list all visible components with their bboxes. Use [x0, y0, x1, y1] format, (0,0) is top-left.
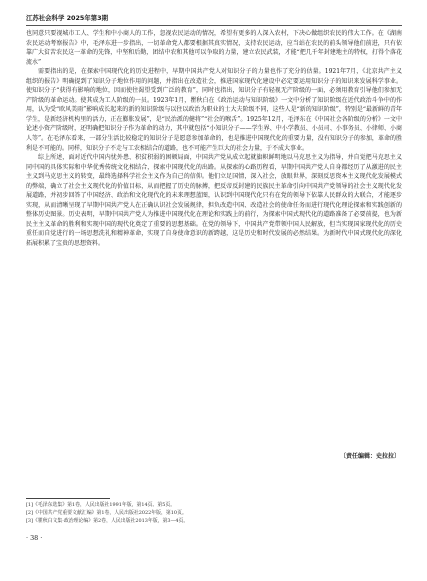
- footnotes: [26, 501, 402, 525]
- journal-title: 江苏社会科学 2025年第3期: [26, 14, 108, 22]
- footnote: [2]《中国共产党重要文献汇编》第1卷，人民出版社2022年版，第10页。: [26, 510, 187, 516]
- responsible-editor: 〔责任编辑：史拉拉〕: [339, 453, 400, 460]
- page-number: · 38 ·: [26, 534, 43, 542]
- footnote-rule: [26, 498, 110, 499]
- header-rule: [26, 25, 402, 26]
- article-body: [26, 29, 402, 249]
- footnote: [3]《瞿秋白文集·政治理论编》第2卷，人民出版社2013年版，第3—4页。: [26, 518, 189, 524]
- paragraph: 需要指出的是，在探索中国现代化的历史进程中，早期中国共产党人对知识分子的力量也作了充分的估量。1921年7月，《北京共产主义组织的报告》明确提到了知识分子地位作用的问题，并指出在改造社会，推进国家现代化建设中必定要运用知识分子的知识来发展科学事业。使知识分子“获得有影响的地位，因而使往渴望受到广泛的教育”，同时也指出，知识分子有轻视无产阶级的一面，必须用教育引导他们参加无产阶级的革命运动。使其成为工人阶级的一员。1923年1月，瞿秋白在《政治运动与知识阶级》一文中分析了知识阶级在近代政治斗争中的作用，认为受“欧风美雨”影响成长起来的新的知识阶级与以往以政治为职业的士大夫阶级不同，这些人是“新的知识阶级”，特别是“最新鲜的青年学生，是新经济机构里的活力，正在膨胀发展”，是“民治派的健将”“社会的喉舌”。1925年12月，毛泽东在《中国社会各阶级的分析》一文中论述小资产阶级时，还明确把知识分子作为革命的动力，其中就包括“小知识分子——学生界、中小学教员、小员司、小事务员、小律师、小商人等”。在毛泽东看来，一部分生活比较稳定的知识分子是愿意参加革命的，也是推进中国现代化的重要力量，没有知识分子的参加，革命的胜利是不可能的。同样，知识分子不走与工农相结合的道路，也不可能产生巨大的社会力量，于不成大事业。: [26, 68, 402, 152]
- paragraph: 综上所述，面对近代中国内忧外患、积贫积弱的困顿局面，中国共产党从成立起就旗帜鲜明地以马克思主义为指导，并自觉把马克思主义同中国的具体实际和中华优秀传统文化相结合，探索中国现代化的出路。从探索的心路历程看，早期中国共产党人自身都经历了从激进的民主主义到马克思主义的转变，最终选择科学社会主义作为自己的信仰。他们立足国情，深入社会，放眼世界，深刻反思资本主义现代化发展模式的弊端，确立了社会主义现代化的价值目标，从而把握了历史的脉搏，把反帝反封建的民族民主革命引向中国共产党领导的社会主义现代化发展道路，并初步回答了中国经济、政治和文化现代化的未来理想蓝图，认识到中国现代化只有在党的领导下依靠人民群众的大联合，才能逐步实现，从而清晰呈现了早期中国共产党人在正确认识社会发展规律，担负改造中国、改造社会的使命任务而进行现代化理论探索和实践创新的整体历史图景。历史表明，早期中国共产党人为推进中国现代化在理论和实践上的前行，为探索中国式现代化的道路准备了必要前提，也为新民主主义革命的胜利和实现中国的现代化奠定了重要的思想基础。在党的领导下，中国共产党带领中国人民解放，但当实现国家现代化的历史重任而自觉进行的一场思想洗礼和精神革命，实现了自身使命意识的新跨越，这是历史和时代发展的必然结果。为新时代中国式现代化的深化拓展积累了宝贵的思想资料。: [26, 154, 402, 248]
- paragraph: 也同意只要视城市工人、学生和中小商人的工作，忽视农民运动的情况，希望有更多的人深入农村，下决心做组织农民的伟大工作。在《湖南农民运动考察报告》中，毛泽东进一步指出，一切革命党人都要根据其真实情况，支持农民运动，应当站在农民的前头领导他们前进，只有依靠广大贫苦农民这一革命的先锋，中坚和后勤，团结中农和其他可以争取的力量，建立农民武装，才能“把几千年封建地主的特权，打得个落花流水”: [26, 30, 402, 66]
- footnote: [1]《毛泽东选集》第1卷，人民出版社1991年版，第14页、第5页。: [26, 502, 176, 508]
